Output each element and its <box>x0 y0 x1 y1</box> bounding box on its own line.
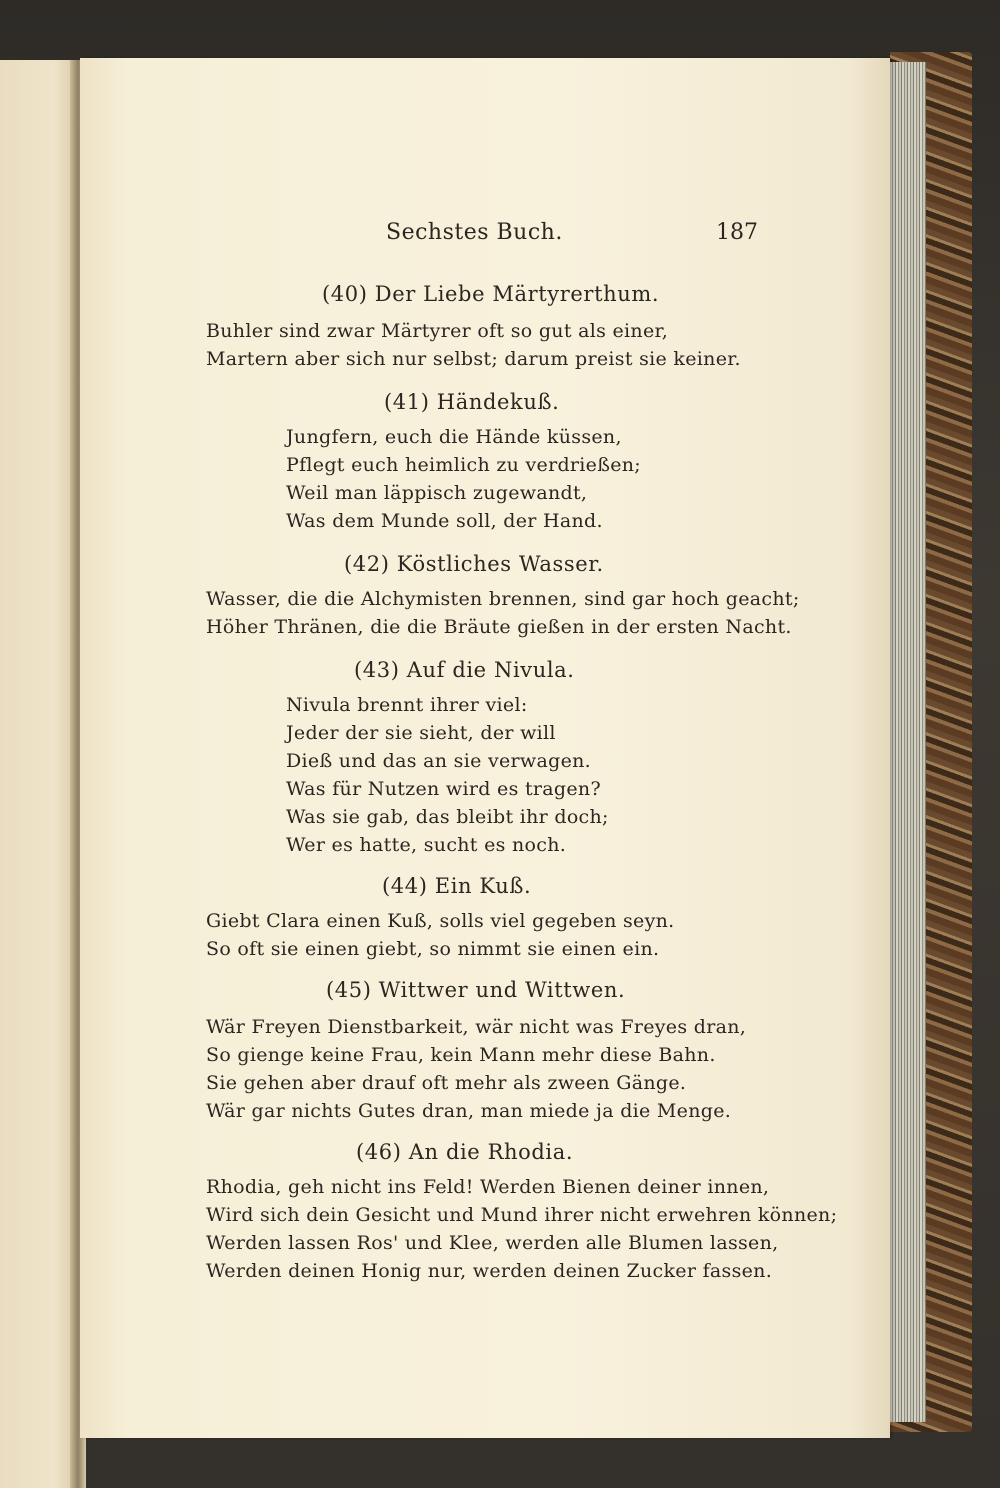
poem-title: (40) Der Liebe Märtyrerthum. <box>322 282 660 306</box>
poem-line: Sie gehen aber drauf oft mehr als zween Gänge. <box>206 1072 687 1094</box>
poem-line: Martern aber sich nur selbst; darum preist sie keiner. <box>206 348 741 370</box>
poem-line: Werden lassen Ros' und Klee, werden alle Blumen lassen, <box>206 1232 779 1254</box>
running-head: Sechstes Buch. <box>386 220 563 245</box>
poem-title: (42) Köstliches Wasser. <box>344 552 604 576</box>
poem-line: Was dem Munde soll, der Hand. <box>286 510 603 532</box>
poem-line: Giebt Clara einen Kuß, solls viel gegeben seyn. <box>206 910 675 932</box>
book-page <box>80 58 890 1438</box>
poem-title: (46) An die Rhodia. <box>356 1140 574 1164</box>
poem-line: Wer es hatte, sucht es noch. <box>286 834 567 856</box>
poem-line: Wasser, die die Alchymisten brennen, sind gar hoch geacht; <box>206 588 800 610</box>
poem-line: So gienge keine Frau, kein Mann mehr diese Bahn. <box>206 1044 716 1066</box>
poem-line: Rhodia, geh nicht ins Feld! Werden Bienen deiner innen, <box>206 1176 770 1198</box>
poem-line: Werden deinen Honig nur, werden deinen Zucker fassen. <box>206 1260 773 1282</box>
poem-line: Jeder der sie sieht, der will <box>286 722 556 744</box>
page-content <box>80 58 890 1438</box>
poem-line: Was sie gab, das bleibt ihr doch; <box>286 806 609 828</box>
poem-line: Nivula brennt ihrer viel: <box>286 694 528 716</box>
poem-title: (44) Ein Kuß. <box>382 874 532 898</box>
poem-line: Dieß und das an sie verwagen. <box>286 750 591 772</box>
left-page-edge <box>0 60 78 1488</box>
poem-line: So oft sie einen giebt, so nimmt sie einen ein. <box>206 938 660 960</box>
poem-line: Höher Thränen, die die Bräute gießen in der ersten Nacht. <box>206 616 792 638</box>
page-number: 187 <box>716 220 758 245</box>
poem-line: Pflegt euch heimlich zu verdrießen; <box>286 454 642 476</box>
poem-line: Jungfern, euch die Hände küssen, <box>286 426 622 448</box>
poem-line: Wird sich dein Gesicht und Mund ihrer nicht erwehren können; <box>206 1204 838 1226</box>
poem-line: Was für Nutzen wird es tragen? <box>286 778 601 800</box>
poem-line: Wär gar nichts Gutes dran, man miede ja die Menge. <box>206 1100 732 1122</box>
poem-title: (43) Auf die Nivula. <box>354 658 575 682</box>
poem-line: Weil man läppisch zugewandt, <box>286 482 588 504</box>
poem-line: Wär Freyen Dienstbarkeit, wär nicht was Freyes dran, <box>206 1016 747 1038</box>
poem-line: Buhler sind zwar Märtyrer oft so gut als einer, <box>206 320 669 342</box>
poem-title: (41) Händekuß. <box>384 390 560 414</box>
poem-title: (45) Wittwer und Wittwen. <box>326 978 626 1002</box>
